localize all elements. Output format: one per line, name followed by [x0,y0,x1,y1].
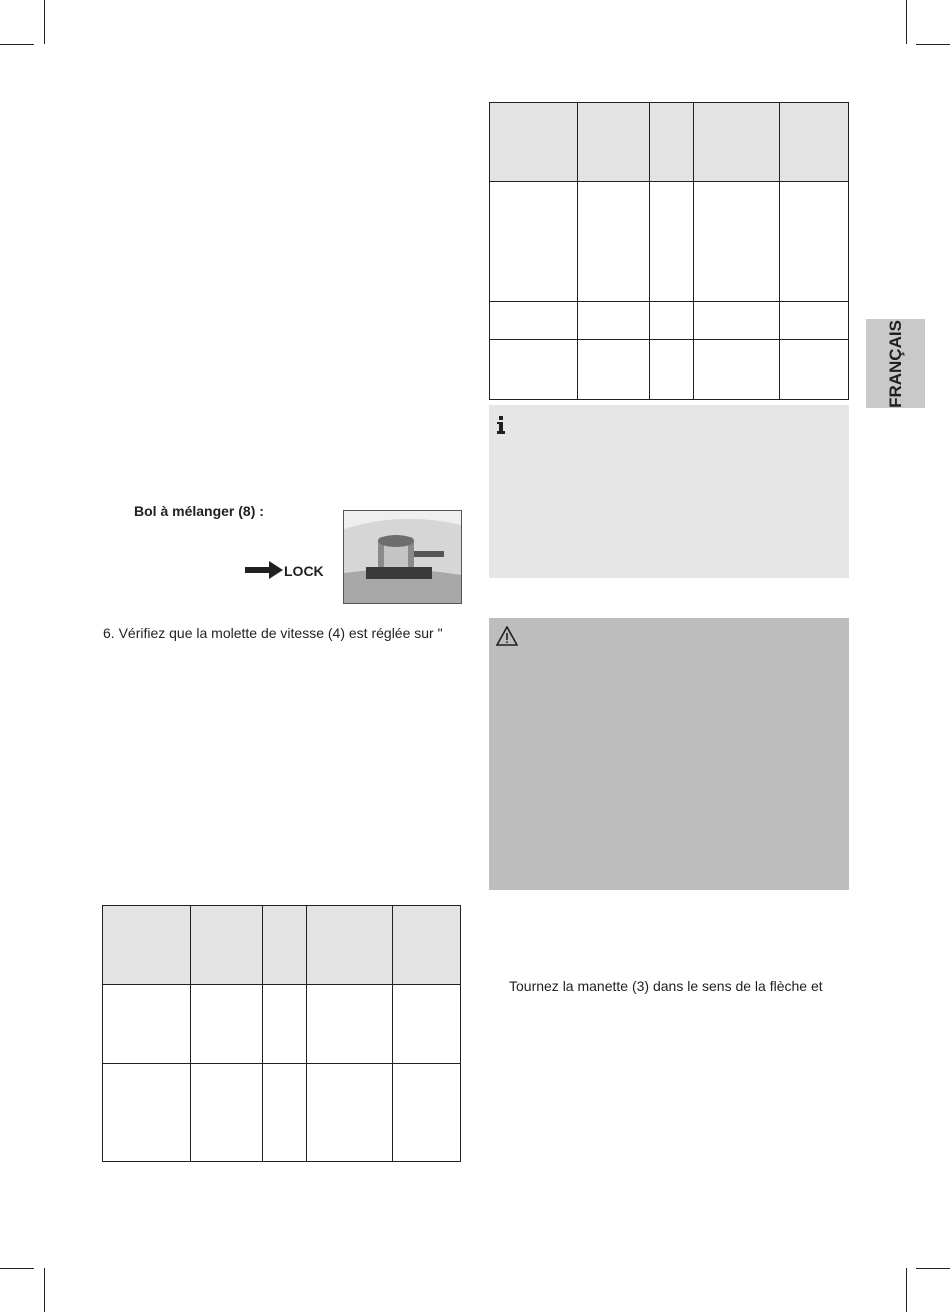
crop-mark [0,44,34,45]
right-table [489,102,849,400]
crop-mark [906,1268,907,1312]
warning-triangle-icon [496,626,518,646]
lock-label: LOCK [284,563,324,579]
table-row [103,1064,461,1162]
left-table [102,905,461,1162]
table-row [490,182,849,302]
bowl-lock-photo [343,510,462,604]
table-row [490,340,849,400]
info-box [489,405,849,578]
table-row [490,302,849,340]
info-icon [496,416,506,434]
crop-mark [906,0,907,44]
crop-mark [916,44,950,45]
language-tab [866,319,925,408]
arrow-right-icon [245,561,283,579]
table-row [103,985,461,1064]
step-6-text: 6. Vérifiez que la molette de vitesse (4) est réglée sur " [103,625,443,641]
crop-mark [916,1268,950,1269]
handle-instruction-text: Tournez la manette (3) dans le sens de la flèche et [509,978,823,994]
crop-mark [44,1268,45,1312]
crop-mark [0,1268,34,1269]
table-header-row [103,906,461,985]
crop-mark [44,0,45,44]
bowl-heading: Bol à mélanger (8) : [134,503,264,519]
table-header-row [490,103,849,182]
warning-box [489,618,849,890]
language-tab-label: FRANÇAIS [885,319,905,408]
